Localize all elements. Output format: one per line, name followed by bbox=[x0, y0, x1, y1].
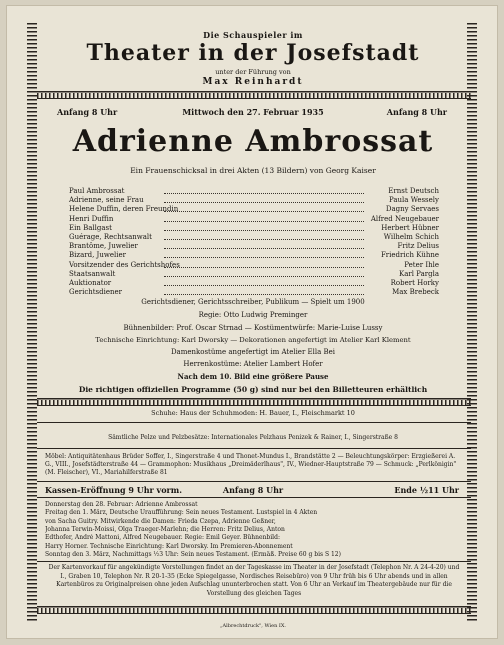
cast-row bbox=[69, 288, 439, 297]
cast-row bbox=[69, 279, 439, 288]
dateline-center: Mittwoch den 27. Februar 1935 bbox=[182, 107, 324, 117]
cast-leader-dots bbox=[164, 242, 364, 249]
cast-leader-dots bbox=[164, 205, 364, 212]
cast-leader-dots bbox=[164, 233, 364, 240]
cast-actor: Peter Ihle bbox=[404, 260, 439, 269]
programme-note: Die richtigen offiziellen Programme (50 g) sind nur bei den Billetteuren erhältlich bbox=[78, 385, 428, 394]
advance-sales-note: Der Kartenvorkauf für angekündigte Vorstellungen findet an der Tageskasse im Theater in der Josefstadt (Telephon Nr. A 24-4-20) und I., Graben 10, Telephon Nr. R 20-1-35 (Ecke Spiegelgasse, Nordisches Reisebüro) von 9 Uhr früh bis 6 Uhr abends und in allen Kartenbüros zu Originalpreisen ohne jeden Aufschlag ununterbrochen statt. Von 6 Uhr an Verkauf im Theatergebäude nur für die Vorstellung des gleichen Tages bbox=[48, 564, 460, 597]
meander-mid-1 bbox=[37, 398, 471, 406]
divider-2 bbox=[37, 448, 471, 449]
divider-3 bbox=[37, 481, 471, 482]
credit-3: Bühnenbilder: Prof. Oscar Strnad — Kostümentwürfe: Marie-Luise Lussy bbox=[123, 324, 383, 332]
times-center: Anfang 8 Uhr bbox=[222, 485, 284, 495]
meander-top-1 bbox=[37, 91, 471, 99]
playbill-sheet bbox=[6, 5, 498, 639]
cast-role: Gerichtsdiener bbox=[69, 288, 123, 297]
schedule-line: Freitag den 1. März, Deutsche Uraufführung: Sein neues Testament. Lustspiel in 4 Akten bbox=[45, 509, 318, 517]
cast-actor: Paula Wessely bbox=[388, 196, 439, 205]
schedule-line: Johanna Terwin-Moissi, Olga Traeger-Marlehn; die Herren: Fritz Delius, Anton bbox=[45, 525, 285, 533]
cast-row bbox=[69, 233, 439, 242]
cast-leader-dots bbox=[164, 261, 364, 268]
cast-actor: Friedrich Kühne bbox=[380, 251, 439, 260]
credit-1: Gerichtsdiener, Gerichtsschreiber, Publikum — Spielt um 1900 bbox=[141, 298, 365, 306]
cast-leader-dots bbox=[164, 215, 364, 222]
cast-row bbox=[69, 261, 439, 270]
furniture-credit: Möbel: Antiquitätenhaus Brüder Soffer, I., Singerstraße 4 und Thonet-Mundus I., Brandstätte 2 — Beleuchtungskörper: Erzgießerei A. G., VIII., Josefstädterstraße 44 — Grammophon: Musikhaus „Dreimäderlhaus", IV., Wiedner-Hauptstraße 79 — Schmuck: „Perlkönigin" (M. Fleischer), VI., Mariahilferstraße 81 bbox=[45, 453, 457, 476]
cast-leader-dots bbox=[164, 196, 364, 203]
dateline-left: Anfang 8 Uhr bbox=[57, 107, 118, 117]
divider-1 bbox=[37, 422, 471, 423]
cast-role: Staatsanwalt bbox=[69, 269, 116, 278]
cast-role: Auktionator bbox=[69, 279, 112, 287]
dateline-right: Anfang 8 Uhr bbox=[386, 107, 447, 117]
cast-role: Vorsitzender des Gerichtshofes bbox=[69, 260, 180, 269]
director-name: Max Reinhardt bbox=[202, 77, 304, 87]
pause-note: Nach dem 10. Bild eine größere Pause bbox=[177, 372, 329, 381]
cast-row bbox=[69, 196, 439, 205]
divider-5 bbox=[37, 561, 471, 562]
cast-row bbox=[69, 187, 439, 196]
printer-credit: „Albrechtdruck", Wien IX. bbox=[219, 623, 287, 629]
cast-actor: Fritz Delius bbox=[397, 242, 439, 251]
cast-role: Adrienne, seine Frau bbox=[69, 196, 144, 205]
theater-name: Theater in der Josefstadt bbox=[86, 40, 420, 66]
cast-leader-dots bbox=[164, 187, 364, 194]
cast-role: Henri Duffin bbox=[69, 214, 114, 223]
cast-leader-dots bbox=[164, 224, 364, 231]
cast-actor: Dagny Servaes bbox=[385, 205, 439, 214]
schedule-line: Sonntag den 3. März, Nachmittags ½3 Uhr: Sein neues Testament. (Ermäß. Preise 60 g bis S 12) bbox=[45, 550, 341, 558]
cast-row bbox=[69, 251, 439, 260]
cast-role: Guérage, Rechtsanwalt bbox=[69, 233, 152, 241]
play-subtitle: Ein Frauenschicksal in drei Akten (13 Bildern) von Georg Kaiser bbox=[130, 166, 376, 175]
furs-credit: Sämtliche Pelze und Pelzbesätze: Internationales Pelzhaus Penizek & Rainer, I., Singerstraße 8 bbox=[108, 434, 398, 441]
cast-row bbox=[69, 205, 439, 214]
shoes-credit: Schuhe: Haus der Schuhmoden: H. Bauer, I., Fleischmarkt 10 bbox=[151, 409, 355, 417]
header-line1: Die Schauspieler im bbox=[203, 30, 303, 40]
cast-role: Ein Ballgast bbox=[69, 223, 112, 232]
schedule-line: Donnerstag den 28. Februar: Adrienne Ambrossat bbox=[45, 501, 198, 508]
cast-role: Paul Ambrossat bbox=[69, 187, 125, 195]
cast-row bbox=[69, 224, 439, 233]
cast-actor: Robert Horky bbox=[390, 279, 439, 287]
header-line3: unter der Führung von bbox=[215, 68, 291, 76]
credit-5: Damenkostüme angefertigt im Atelier Ella Bei bbox=[170, 348, 336, 356]
cast-actor: Ernst Deutsch bbox=[388, 187, 439, 195]
meander-bottom bbox=[37, 606, 471, 614]
play-title: Adrienne Ambrossat bbox=[72, 124, 434, 159]
schedule-line: Harry Horner. Technische Einrichtung: Karl Dworsky. Im Premieren-Abonnement bbox=[45, 542, 293, 550]
cast-row bbox=[69, 215, 439, 224]
times-left: Kassen-Eröffnung 9 Uhr vorm. bbox=[45, 485, 183, 495]
cast-actor: Karl Pargla bbox=[398, 269, 439, 278]
cast-leader-dots bbox=[164, 288, 364, 295]
schedule-line: Edthofer, André Mattoni, Alfred Neugebauer. Regie: Emil Geyer. Bühnenbild: bbox=[45, 534, 280, 542]
cast-role: Brantôme, Juwelier bbox=[69, 242, 138, 251]
divider-4 bbox=[37, 497, 471, 498]
cast-row bbox=[69, 242, 439, 251]
times-right: Ende ½11 Uhr bbox=[394, 485, 459, 495]
cast-actor: Max Brebeck bbox=[392, 288, 439, 297]
credit-4: Technische Einrichtung: Karl Dworsky — Dekorationen angefertigt im Atelier Karl Klement bbox=[95, 336, 411, 344]
credit-6: Herrenkostüme: Atelier Lambert Hofer bbox=[183, 360, 323, 368]
cast-leader-dots bbox=[164, 279, 364, 286]
cast-role: Bizard, Juwelier bbox=[69, 251, 126, 260]
cast-actor: Alfred Neugebauer bbox=[370, 214, 439, 223]
cast-actor: Wilhelm Schich bbox=[383, 233, 439, 241]
cast-actor: Herbert Hübner bbox=[381, 223, 439, 232]
cast-role: Helene Duffin, deren Freundin bbox=[69, 205, 179, 214]
schedule-line: von Sacha Guitry. Mitwirkende die Damen: Frieda Czepa, Adrienne Geßner, bbox=[45, 517, 276, 525]
cast-row bbox=[69, 270, 439, 279]
cast-leader-dots bbox=[164, 251, 364, 258]
credit-2: Regie: Otto Ludwig Preminger bbox=[198, 311, 308, 319]
cast-leader-dots bbox=[164, 270, 364, 277]
